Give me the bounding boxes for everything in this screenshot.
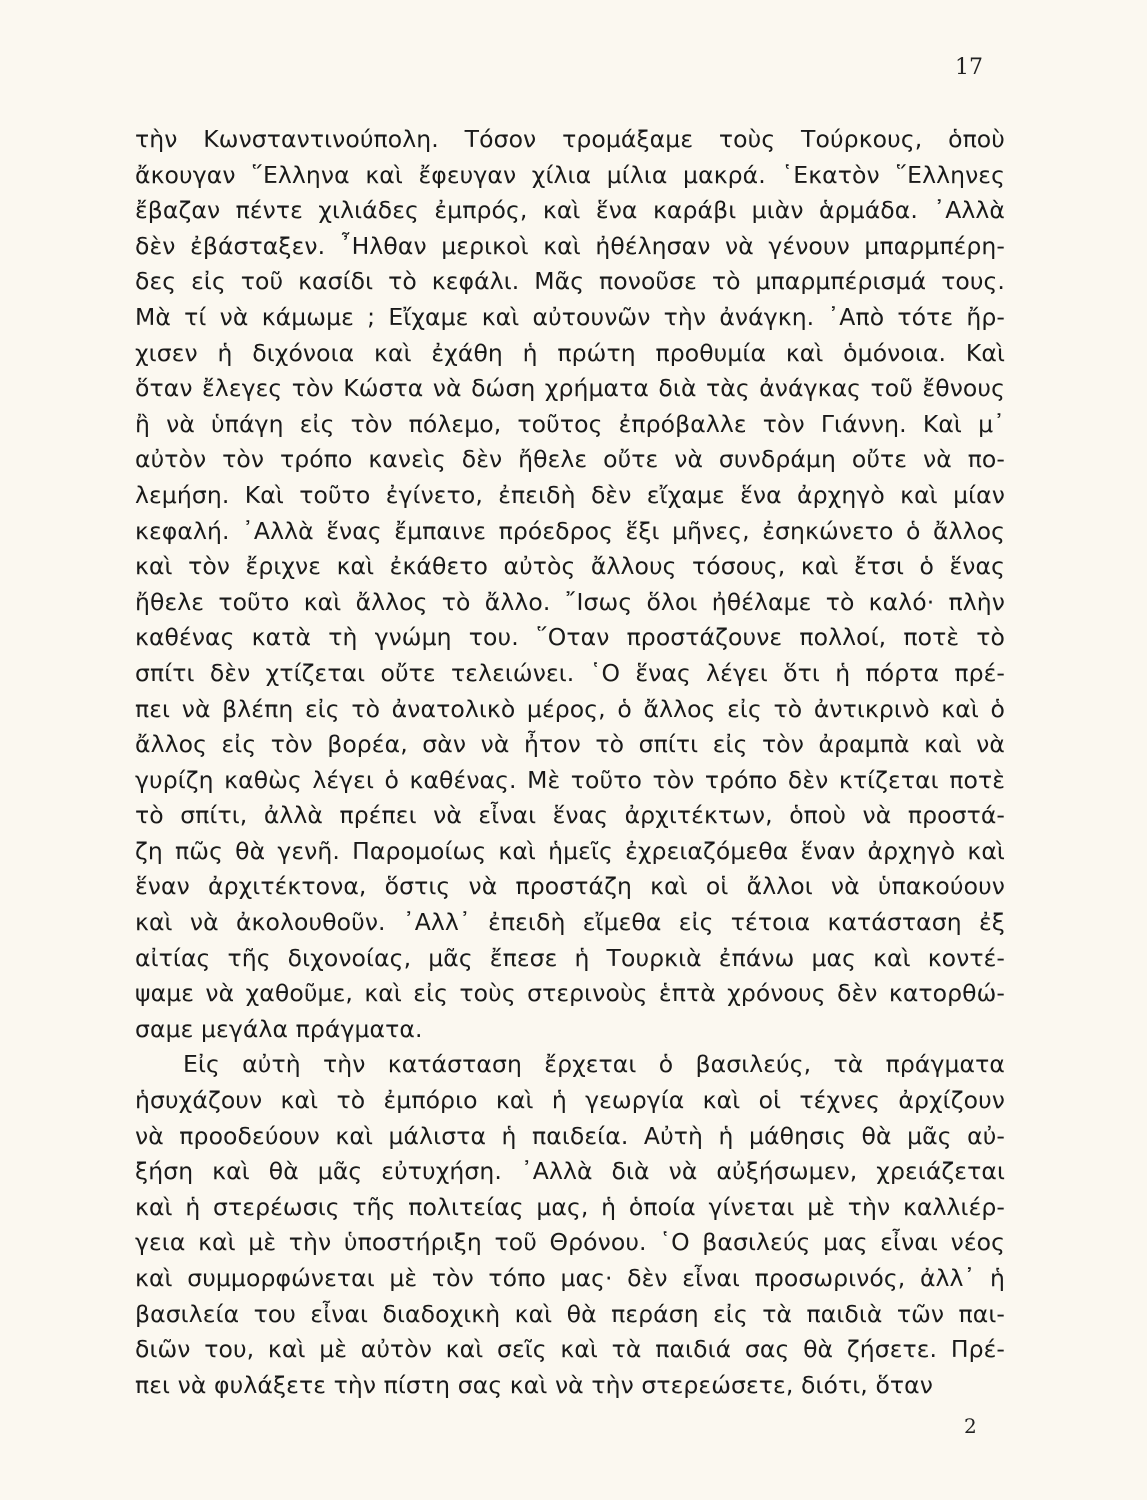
text-line: ἔβαζαν πέντε χιλιάδες ἐμπρός, καὶ ἕνα καράβι μιὰν ἁρμάδα. ᾿Αλλὰ <box>135 196 1005 225</box>
text-line: κεφαλή. ᾿Αλλὰ ἕνας ἔμπαινε πρόεδρος ἕξι μῆνες, ἐσηκώνετο ὁ ἄλλος <box>135 516 1005 545</box>
text-line: σπίτι δὲν χτίζεται οὔτε τελειώνει. ῾Ο ἕνας λέγει ὅτι ἡ πόρτα πρέ- <box>135 658 1005 687</box>
text-line: δὲν ἐβάσταξεν. ῏Ηλθαν μερικοὶ καὶ ἠθέλησαν νὰ γένουν μπαρμπέρη- <box>135 231 1005 260</box>
text-line: λεμήση. Καὶ τοῦτο ἐγίνετο, ἐπειδὴ δὲν εἴχαμε ἕνα ἀρχηγὸ καὶ μίαν <box>135 480 1005 509</box>
text-line: νὰ προοδεύουν καὶ μάλιστα ἡ παιδεία. Αὐτὴ ἡ μάθησις θὰ μᾶς αὐ- <box>135 1121 1005 1150</box>
text-line: σαμε μεγάλα πράγματα. <box>135 1014 423 1043</box>
text-line: ζη πῶς θὰ γενῆ. Παρομοίως καὶ ἡμεῖς ἐχρειαζόμεθα ἕναν ἀρχηγὸ καὶ <box>135 836 1005 865</box>
text-line: ἢ νὰ ὑπάγη εἰς τὸν πόλεμο, τοῦτος ἐπρόβαλλε τὸν Γιάννη. Καὶ μ᾿ <box>135 409 1005 438</box>
text-line: καθένας κατὰ τὴ γνώμη του. ῞Οταν προστάζουνε πολλοί, ποτὲ τὸ <box>135 623 1005 652</box>
text-line: χισεν ἡ διχόνοια καὶ ἐχάθη ἡ πρώτη προθυμία καὶ ὁμόνοια. Καὶ <box>135 338 1005 367</box>
text-line: αὐτὸν τὸν τρόπο κανεὶς δὲν ἤθελε οὔτε νὰ συνδράμη οὔτε νὰ πο- <box>135 445 1005 474</box>
text-line: Εἰς αὐτὴ τὴν κατάσταση ἔρχεται ὁ βασιλεύς, τὰ πράγματα <box>183 1050 1005 1079</box>
paragraph-2 <box>135 1047 1005 1403</box>
text-line: ξήση καὶ θὰ μᾶς εὐτυχήση. ᾿Αλλὰ διὰ νὰ αὐξήσωμεν, χρειάζεται <box>135 1157 1005 1186</box>
text-line: ἄλλος εἰς τὸν βορέα, σὰν νὰ ἦτον τὸ σπίτι εἰς τὸν ἀραμπὰ καὶ νὰ <box>135 730 1005 759</box>
signature-mark: 2 <box>964 1414 977 1438</box>
text-line: δες εἰς τοῦ κασίδι τὸ κεφάλι. Μᾶς πονοῦσε τὸ μπαρμπέρισμά τους. <box>135 267 1005 296</box>
text-line: τὸ σπίτι, ἀλλὰ πρέπει νὰ εἶναι ἕνας ἀρχιτέκτων, ὁποὺ νὰ προστά- <box>135 801 1005 830</box>
text-line: Μὰ τί νὰ κάμωμε ; Εἴχαμε καὶ αὐτουνῶν τὴν ἀνάγκη. ᾿Απὸ τότε ἤρ- <box>135 302 1005 331</box>
paragraph-1 <box>135 122 1005 1047</box>
text-line: τὴν Κωνσταντινούπολη. Τόσον τρομάξαμε τοὺς Τούρκους, ὁποὺ <box>135 125 1005 153</box>
body-text <box>135 122 1005 1403</box>
text-line: πει νὰ φυλάξετε τὴν πίστη σας καὶ νὰ τὴν στερεώσετε, διότι, ὅταν <box>135 1370 933 1399</box>
text-line: ἕναν ἀρχιτέκτονα, ὅστις νὰ προστάζη καὶ οἱ ἄλλοι νὰ ὑπακούουν <box>135 872 1005 901</box>
text-line: ψαμε νὰ χαθοῦμε, καὶ εἰς τοὺς στερινοὺς ἑπτὰ χρόνους δὲν κατορθώ- <box>135 979 1005 1008</box>
text-line: καὶ τὸν ἔριχνε καὶ ἐκάθετο αὐτὸς ἄλλους τόσους, καὶ ἔτσι ὁ ἕνας <box>135 552 1005 581</box>
text-line: γυρίζη καθὼς λέγει ὁ καθένας. Μὲ τοῦτο τὸν τρόπο δὲν κτίζεται ποτὲ <box>135 765 1005 794</box>
text-line: ἤθελε τοῦτο καὶ ἄλλος τὸ ἄλλο. ῎Ισως ὅλοι ἠθέλαμε τὸ καλό· πλὴν <box>135 587 1005 616</box>
text-line: πει νὰ βλέπη εἰς τὸ ἀνατολικὸ μέρος, ὁ ἄλλος εἰς τὸ ἀντικρινὸ καὶ ὁ <box>135 694 1005 723</box>
text-line: καὶ ἡ στερέωσις τῆς πολιτείας μας, ἡ ὁποία γίνεται μὲ τὴν καλλιέρ- <box>135 1192 1005 1221</box>
text-line: καὶ νὰ ἀκολουθοῦν. ᾿Αλλ᾿ ἐπειδὴ εἴμεθα εἰς τέτοια κατάσταση ἐξ <box>135 908 1005 937</box>
text-line: ὅταν ἔλεγες τὸν Κώστα νὰ δώση χρήματα διὰ τὰς ἀνάγκας τοῦ ἔθνους <box>135 374 1005 403</box>
text-line: αἰτίας τῆς διχονοίας, μᾶς ἔπεσε ἡ Τουρκιὰ ἐπάνω μας καὶ κοντέ- <box>135 943 1005 972</box>
text-line: διῶν του, καὶ μὲ αὐτὸν καὶ σεῖς καὶ τὰ παιδιά σας θὰ ζήσετε. Πρέ- <box>135 1335 1005 1364</box>
text-line: ἡσυχάζουν καὶ τὸ ἐμπόριο καὶ ἡ γεωργία καὶ οἱ τέχνες ἀρχίζουν <box>135 1086 1005 1115</box>
text-line: γεια καὶ μὲ τὴν ὑποστήριξη τοῦ Θρόνου. ῾Ο βασιλεύς μας εἶναι νέος <box>135 1228 1005 1257</box>
text-line: ἄκουγαν ῞Ελληνα καὶ ἔφευγαν χίλια μίλια μακρά. ῾Εκατὸν ῞Ελληνες <box>135 160 1005 189</box>
text-line: βασιλεία του εἶναι διαδοχικὴ καὶ θὰ περάση εἰς τὰ παιδιὰ τῶν παι- <box>135 1299 1005 1328</box>
page-number: 17 <box>955 55 983 80</box>
text-line: καὶ συμμορφώνεται μὲ τὸν τόπο μας· δὲν εἶναι προσωρινός, ἀλλ᾿ ἡ <box>135 1264 1005 1292</box>
